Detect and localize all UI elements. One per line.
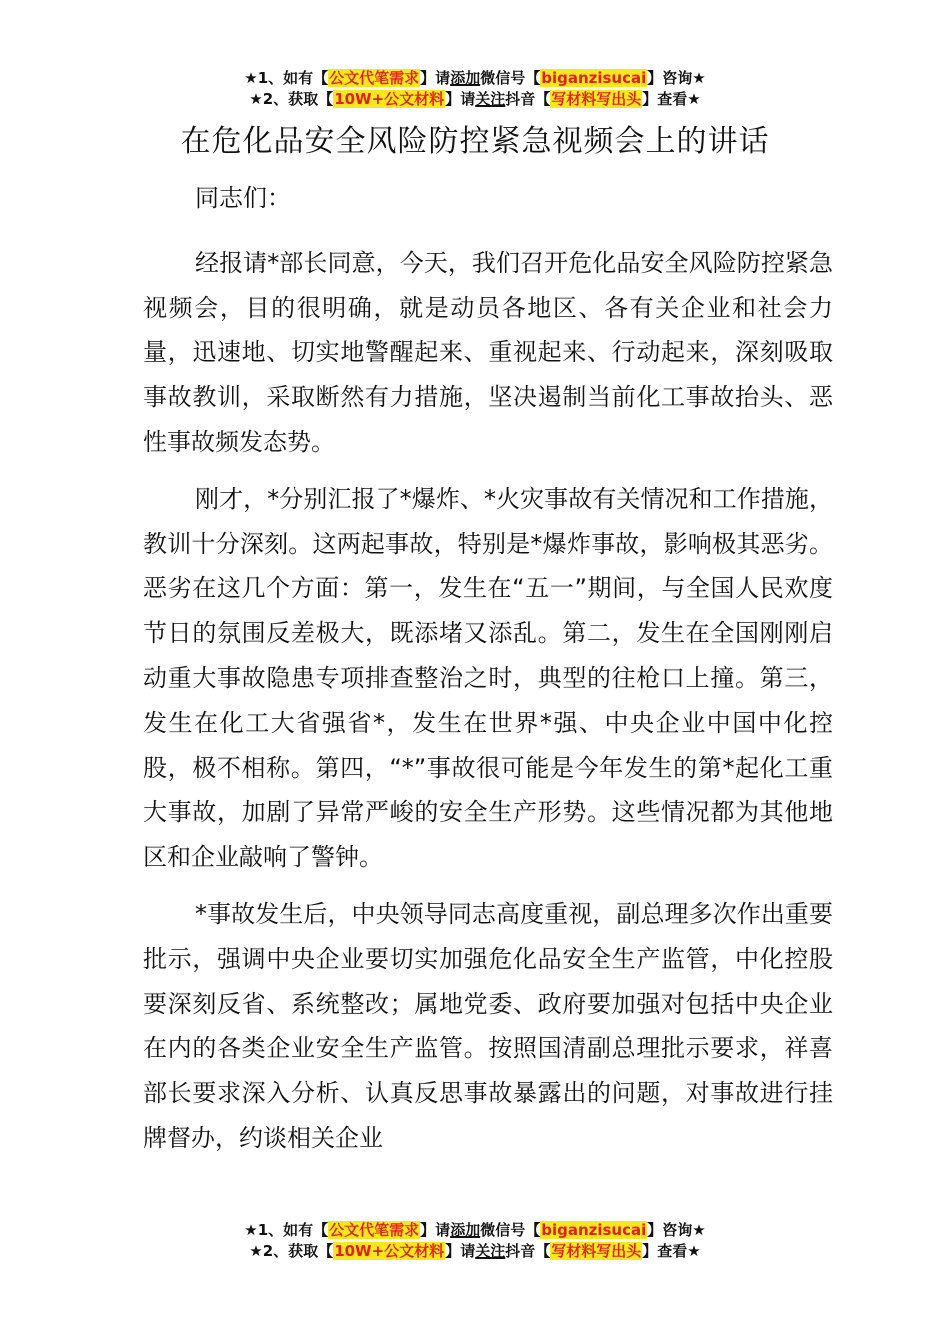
paragraph-1: 经报请*部长同意，今天，我们召开危化品安全风险防控紧急视频会，目的很明确，就是动员各地区、各有关企业和社会力量，迅速地、切实地警醒起来、重视起来、行动起来，深刻吸取事故教训，采取断然有力措施，坚决遏制当前化工事故抬头、恶性事故频发态势。 xyxy=(143,248,833,456)
banner-line-2 xyxy=(0,89,950,110)
footer-line-2-pre: ★2、获取【 xyxy=(249,1242,334,1260)
banner-line-2-underline: 关注 xyxy=(475,90,506,108)
footer-line-1-mid-2: 微信号【 xyxy=(480,1221,541,1239)
banner-line-2-post: 】查看★ xyxy=(642,90,701,108)
footer-line-2-mid-1: 】请 xyxy=(445,1242,476,1260)
footer-line-2-highlight-1: 10W+公文材料 xyxy=(334,1242,445,1260)
banner-line-2-mid-2: 抖音【 xyxy=(505,90,551,108)
banner-line-1-mid-2: 微信号【 xyxy=(480,69,541,87)
salutation: 同志们： xyxy=(195,184,291,212)
footer-line-1-highlight-2: biganzisucai xyxy=(541,1221,647,1239)
banner-line-1-post: 】咨询★ xyxy=(647,69,706,87)
document-title: 在危化品安全风险防控紧急视频会上的讲话 xyxy=(180,124,770,159)
footer-line-2-mid-2: 抖音【 xyxy=(505,1242,551,1260)
footer-line-1-underline: 添加 xyxy=(450,1221,481,1239)
document-body xyxy=(143,176,833,1173)
footer-line-2-underline: 关注 xyxy=(475,1242,506,1260)
footer-line-2 xyxy=(0,1241,950,1262)
banner-line-1-underline: 添加 xyxy=(450,69,481,87)
banner-line-1-highlight-1: 公文代笔需求 xyxy=(329,69,420,87)
header-banner xyxy=(0,68,950,110)
paragraph-3: *事故发生后，中央领导同志高度重视，副总理多次作出重要批示，强调中央企业要切实加强危化品安全生产监管，中化控股要深刻反省、系统整改；属地党委、政府要加强对包括中央企业在内的各类企业安全生产监管。按照国清副总理批示要求，祥喜部长要求深入分析、认真反思事故暴露出的问题，对事故进行挂牌督办，约谈相关企业 xyxy=(143,899,833,1152)
banner-line-1-pre: ★1、如有【 xyxy=(244,69,329,87)
footer-line-1-post: 】咨询★ xyxy=(647,1221,706,1239)
footer-line-1 xyxy=(0,1220,950,1241)
banner-line-1 xyxy=(0,68,950,89)
banner-line-1-highlight-2: biganzisucai xyxy=(541,69,647,87)
paragraph-2: 刚才，*分别汇报了*爆炸、*火灾事故有关情况和工作措施，教训十分深刻。这两起事故，特别是*爆炸事故，影响极其恶劣。恶劣在这几个方面：第一，发生在“五一”期间，与全国人民欢度节日的氛围反差极大，既添堵又添乱。第二，发生在全国刚刚启动重大事故隐患专项排查整治之时，典型的往枪口上撞。第三，发生在化工大省强省*，发生在世界*强、中央企业中国中化控股，极不相称。第四，“*”事故很可能是今年发生的第*起化工重大事故，加剧了异常严峻的安全生产形势。这些情况都为其他地区和企业敲响了警钟。 xyxy=(143,484,833,872)
banner-line-2-highlight-1: 10W+公文材料 xyxy=(334,90,445,108)
banner-line-2-highlight-2: 写材料写出头 xyxy=(551,90,642,108)
banner-line-2-pre: ★2、获取【 xyxy=(249,90,334,108)
footer-line-2-post: 】查看★ xyxy=(642,1242,701,1260)
banner-line-2-mid-1: 】请 xyxy=(445,90,476,108)
footer-line-2-highlight-2: 写材料写出头 xyxy=(551,1242,642,1260)
footer-banner xyxy=(0,1220,950,1262)
footer-line-1-highlight-1: 公文代笔需求 xyxy=(329,1221,420,1239)
footer-line-1-pre: ★1、如有【 xyxy=(244,1221,329,1239)
footer-line-1-mid-1: 】请 xyxy=(420,1221,451,1239)
banner-line-1-mid-1: 】请 xyxy=(420,69,451,87)
